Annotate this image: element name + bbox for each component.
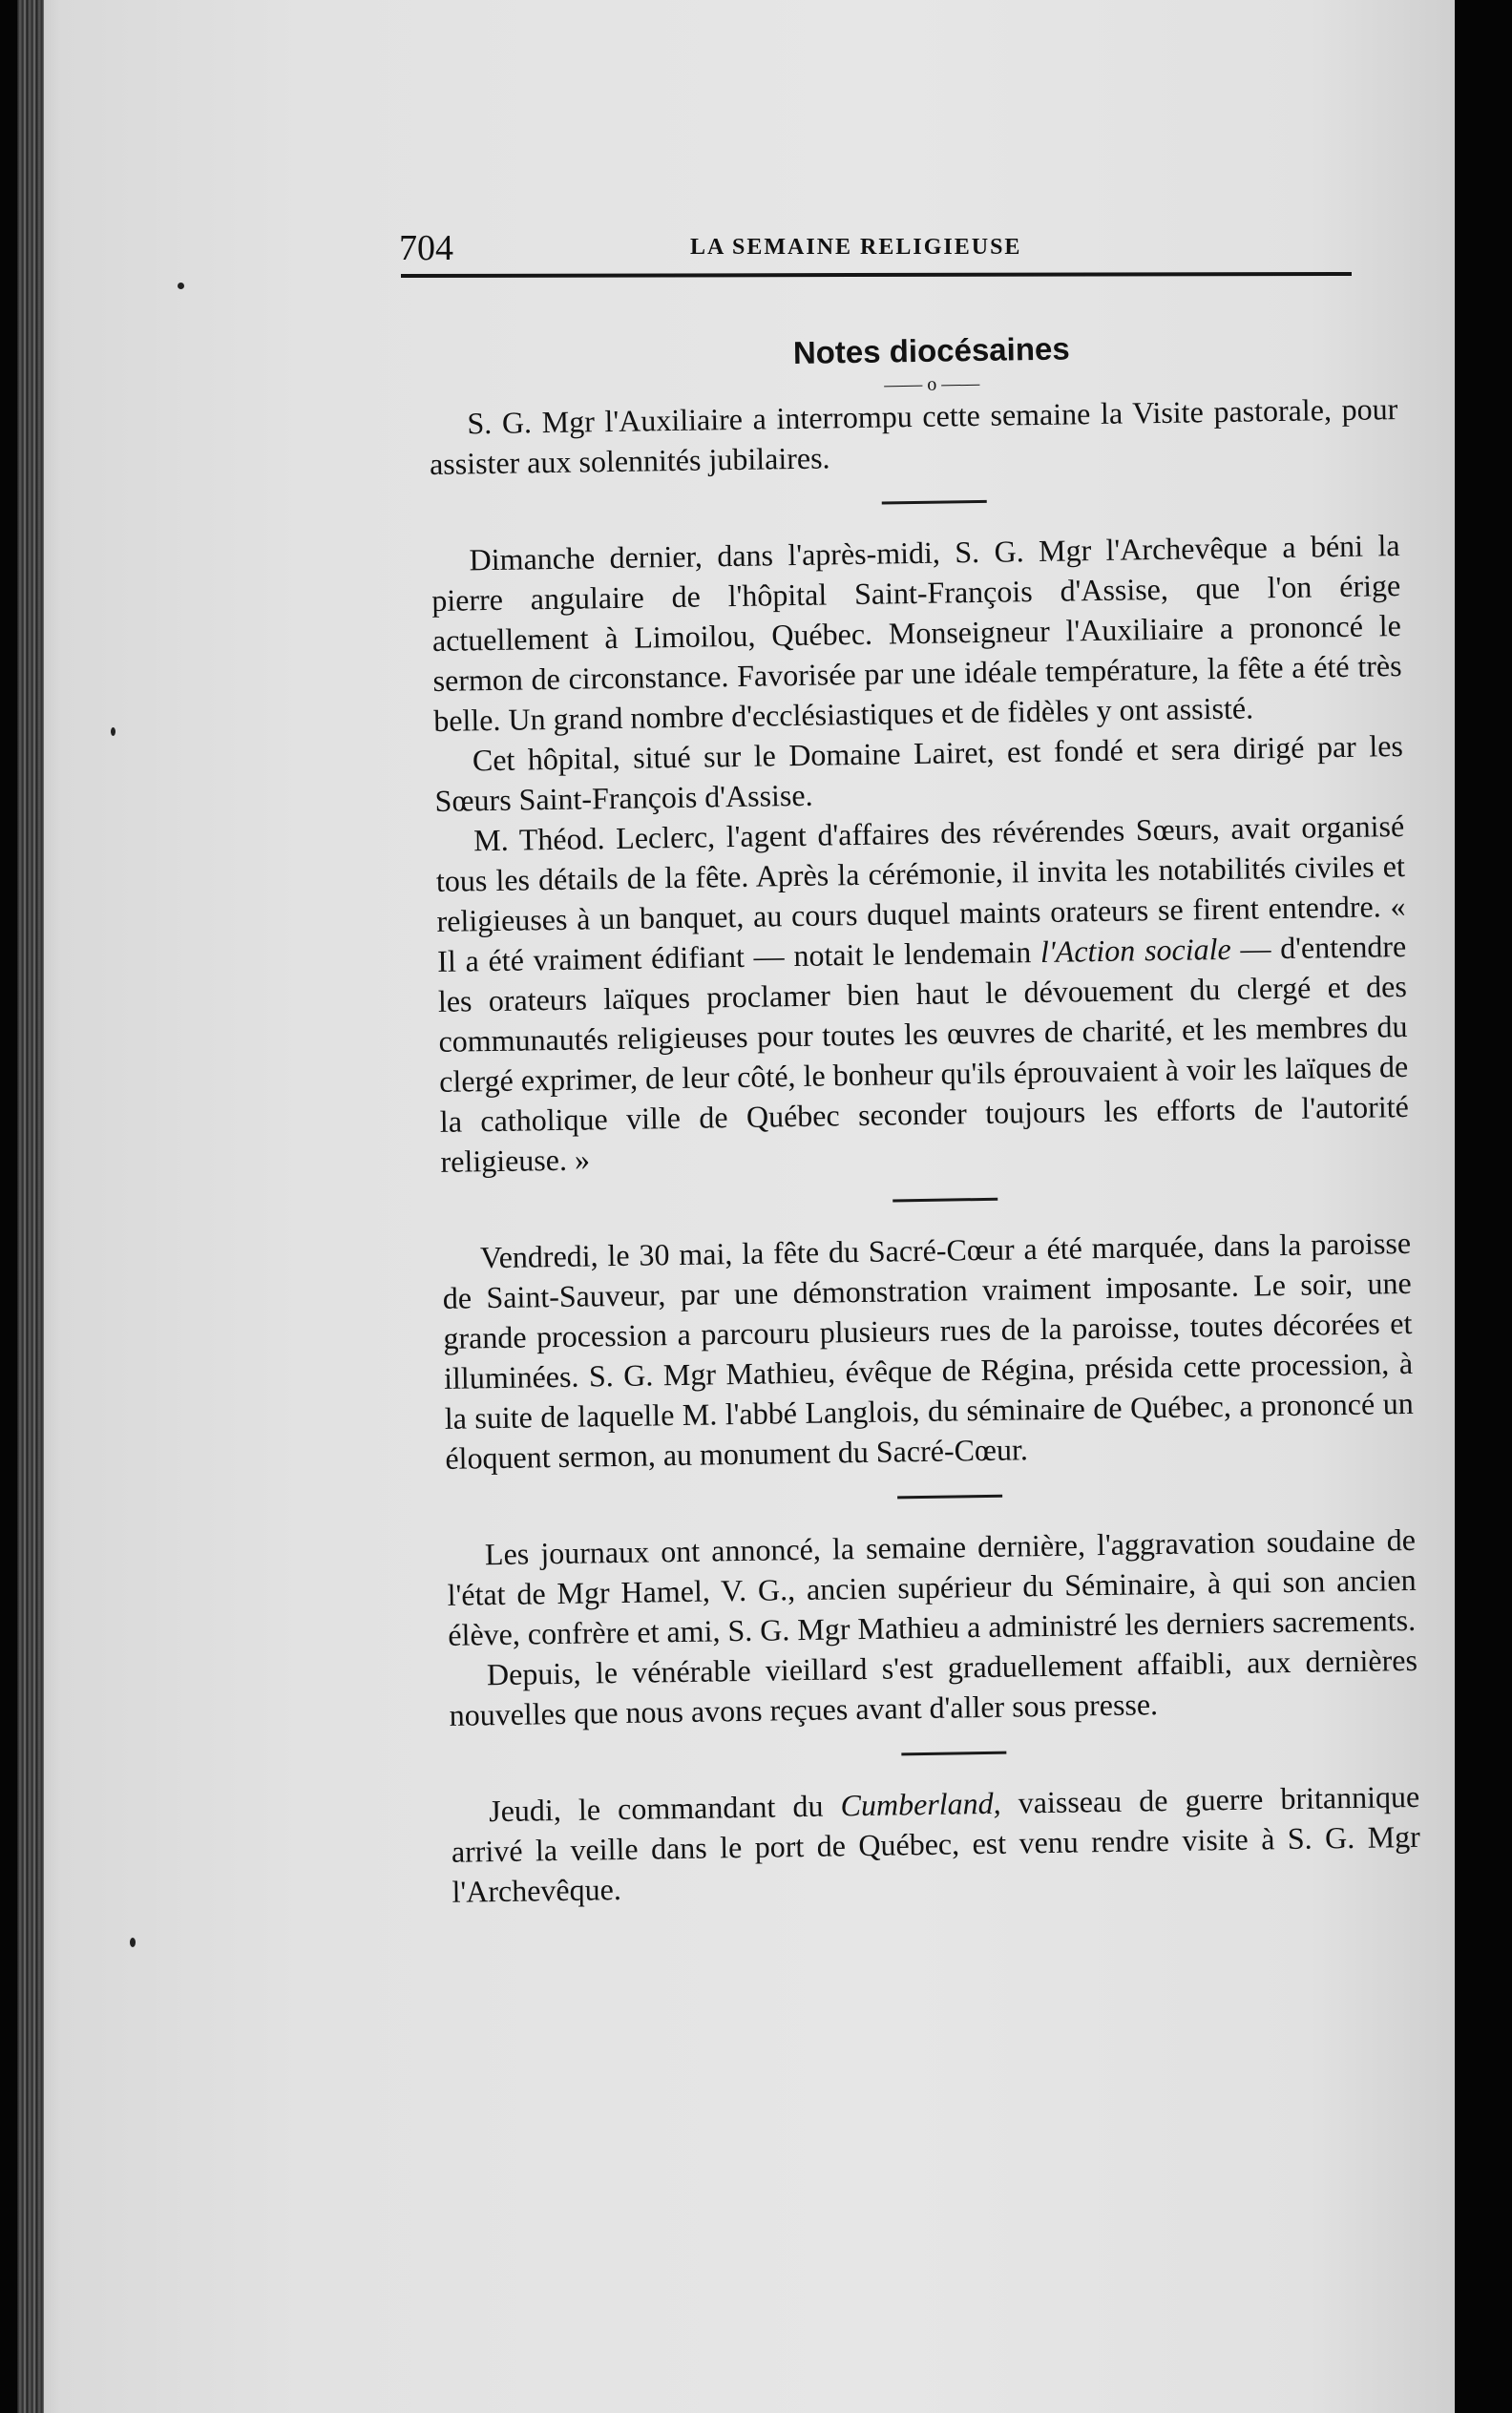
section-title: Notes diocésaines: [792, 330, 1070, 370]
banquet-text-start: M. Théod. Leclerc, l'agent d'affaires des révérendes Sœurs, avait organisé tous les détails de la fête. Après la cérémonie, il invita les notabilités civiles et religieuses à un banquet, au cours duquel maints orateurs se firent entendre. « Il a été vraiment édifiant — notait le lendemain: [435, 808, 1406, 978]
paragraph-vieillard: Depuis, le vénérable vieillard s'est graduellement affaibli, aux dernières nouvelles que nous avons reçues avant d'aller sous presse.: [449, 1642, 1418, 1732]
separator-rule: [897, 1495, 1002, 1500]
book-spine-edge: [17, 0, 44, 2413]
cumberland-text-start: Jeudi, le commandant du: [488, 1788, 841, 1829]
newspaper-title: l'Action sociale: [1040, 931, 1231, 969]
banquet-text-end: — d'entendre les orateurs laïques proclamer bien haut le dévouement du clergé et des communautés religieuses pour toutes les œuvres de charité, et les membres du clergé exprimer, de leur côté, le bonheur qu'ils éprouvaient à voir les laïques de la catholique ville de Québec seconder toujours les efforts de l'autorité religieuse. »: [437, 928, 1410, 1179]
paragraph-cumberland: [451, 1776, 1421, 1912]
separator-rule: [901, 1752, 1006, 1756]
scanned-page: [17, 0, 1455, 2413]
paragraph-mgr-hamel: Les journaux ont annoncé, la semaine dernière, l'aggravation soudaine de l'état de Mgr Hamel, V. G., ancien supérieur du Séminaire, à qui son ancien élève, confrère et ami, S. G. Mgr Mathieu a administré les derniers sacrements.: [447, 1521, 1417, 1652]
paragraph-sacre-coeur: Vendredi, le 30 mai, la fête du Sacré-Cœur a été marquée, dans la paroisse de Saint-Sauveur, par une démonstration vraiment imposante. Le soir, une grande procession a parcouru plusieurs rues de la paroisse, toutes décorées et illuminées. S. G. Mgr Mathieu, évêque de Régina, présida cette procession, à la suite de laquelle M. l'abbé Langlois, du séminaire de Québec, a prononcé un éloquent sermon, au monument du Sacré-Cœur.: [442, 1225, 1414, 1476]
speck-mark: [130, 1938, 136, 1947]
running-title: LA SEMAINE RELIGIEUSE: [690, 235, 1022, 260]
cumberland-text-end: vaisseau de guerre britannique arrivé la veille dans le port de Québec, est venu rendre visite à S. G. Mgr l'Archevêque.: [451, 1778, 1421, 1909]
paragraph-pierre-angulaire: Dimanche dernier, dans l'après-midi, S. G. Mgr l'Archevêque a béni la pierre angulaire de l'hôpital Saint-François d'Assise, que l'on érige actuellement à Limoilou, Québec. Monseigneur l'Auxiliaire a prononcé le sermon de circonstance. Favorisée par une idéale température, la fête a été très belle. Un grand nombre d'ecclésiastiques et de fidèles y ont assisté.: [431, 528, 1402, 738]
speck-mark: [178, 283, 184, 289]
ship-name: Cumberland,: [840, 1785, 1001, 1823]
article-body: [428, 324, 1421, 1912]
paragraph-hopital: Cet hôpital, situé sur le Domaine Lairet, est fondé et sera dirigé par les Sœurs Saint-François d'Assise.: [434, 728, 1404, 818]
section-ornament: —— o ——: [884, 372, 980, 396]
separator-rule: [881, 500, 986, 505]
paragraph-banquet: [435, 806, 1410, 1182]
paragraph-auxiliaire: S. G. Mgr l'Auxiliaire a interrompu cette semaine la Visite pastorale, pour assister aux solennités jubilaires.: [429, 391, 1398, 481]
separator-rule: [892, 1198, 998, 1203]
speck-mark: [111, 727, 116, 736]
page-number: 704: [399, 228, 453, 268]
